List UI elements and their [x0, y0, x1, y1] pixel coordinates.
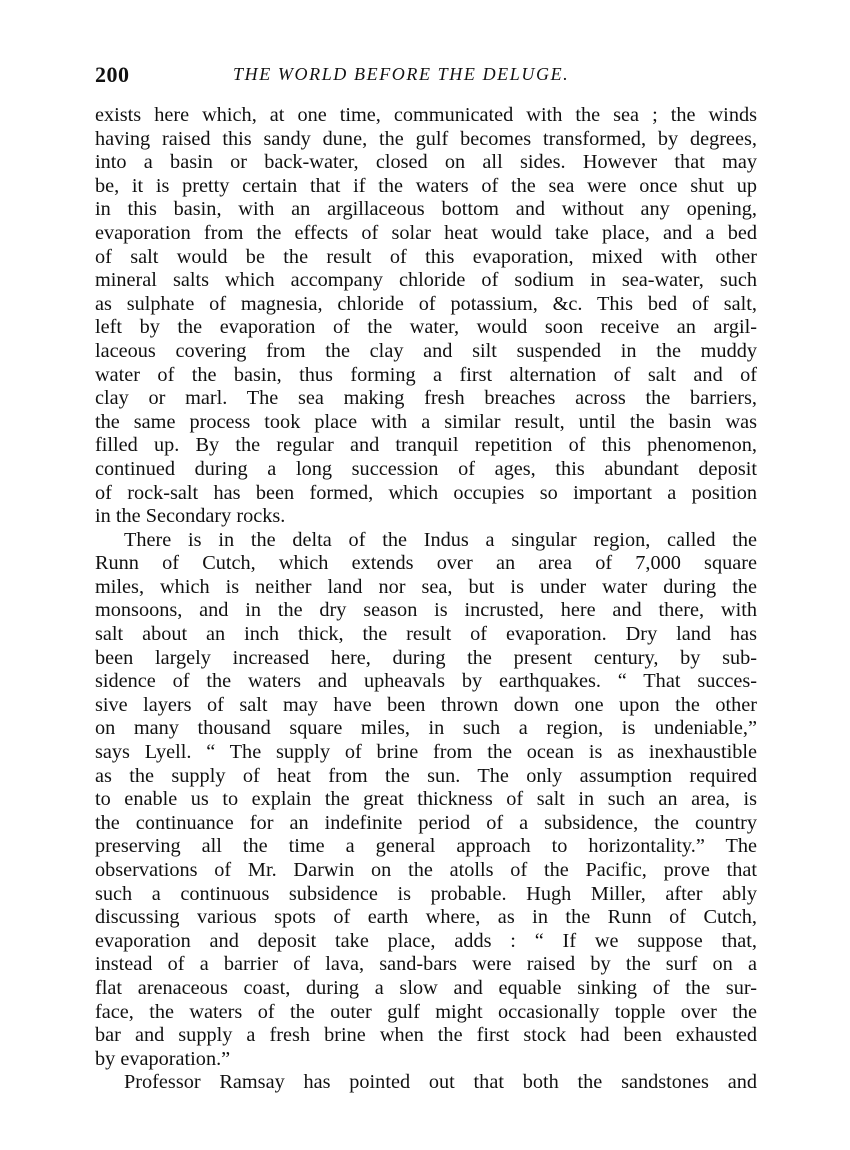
- running-title: THE WORLD BEFORE THE DELUGE.: [233, 64, 570, 84]
- text-line: clay or marl. The sea making fresh breaches across the barriers,: [95, 387, 757, 410]
- text-line: instead of a barrier of lava, sand-bars were raised by the surf on a: [95, 953, 757, 976]
- text-line: says Lyell. “ The supply of brine from the ocean is as inexhaustible: [95, 741, 757, 764]
- text-line: monsoons, and in the dry season is incrusted, here and there, with: [95, 599, 757, 622]
- text-line: in the Secondary rocks.: [95, 505, 286, 528]
- text-line: be, it is pretty certain that if the waters of the sea were once shut up: [95, 174, 757, 197]
- text-line: filled up. By the regular and tranquil repetition of this phenomenon,: [95, 434, 757, 457]
- text-line: salt about an inch thick, the result of evaporation. Dry land has: [95, 623, 757, 646]
- text-line: evaporation from the effects of solar heat would take place, and a bed: [95, 221, 757, 244]
- text-line: continued during a long succession of ages, this abundant deposit: [95, 457, 757, 480]
- text-line: sive layers of salt may have been thrown down one upon the other: [95, 693, 757, 716]
- text-line: discussing various spots of earth where, as in the Runn of Cutch,: [95, 906, 757, 929]
- body-text: [95, 104, 757, 1095]
- text-line: miles, which is neither land nor sea, but is under water during the: [95, 575, 757, 598]
- text-line: Professor Ramsay has pointed out that both the sandstones and: [124, 1071, 757, 1094]
- text-line: preserving all the time a general approach to horizontality.” The: [95, 835, 757, 858]
- text-line: as the supply of heat from the sun. The only assumption required: [95, 764, 757, 787]
- text-line: as sulphate of magnesia, chloride of potassium, &c. This bed of salt,: [95, 292, 757, 315]
- text-line: There is in the delta of the Indus a singular region, called the: [124, 528, 757, 551]
- text-line: laceous covering from the clay and silt suspended in the muddy: [95, 339, 757, 362]
- text-line: water of the basin, thus forming a first alternation of salt and of: [95, 363, 757, 386]
- text-line: mineral salts which accompany chloride of sodium in sea-water, such: [95, 269, 757, 292]
- text-line: bar and supply a fresh brine when the first stock had been exhausted: [95, 1024, 757, 1047]
- text-line: of rock-salt has been formed, which occupies so important a position: [95, 481, 757, 504]
- text-line: the same process took place with a similar result, until the basin was: [95, 410, 757, 433]
- text-line: evaporation and deposit take place, adds : “ If we suppose that,: [95, 929, 757, 952]
- text-line: flat arenaceous coast, during a slow and equable sinking of the sur-: [95, 976, 757, 999]
- text-line: of salt would be the result of this evaporation, mixed with other: [95, 245, 757, 268]
- text-line: to enable us to explain the great thickness of salt in such an area, is: [95, 788, 757, 811]
- text-line: exists here which, at one time, communicated with the sea ; the winds: [95, 104, 757, 126]
- text-line: by evaporation.”: [95, 1047, 231, 1070]
- text-line: face, the waters of the outer gulf might occasionally topple over the: [95, 1000, 757, 1023]
- text-line: into a basin or back-water, closed on all sides. However that may: [95, 151, 757, 174]
- text-line: in this basin, with an argillaceous bottom and without any opening,: [95, 198, 757, 221]
- text-line: such a continuous subsidence is probable. Hugh Miller, after ably: [95, 882, 757, 905]
- text-line: observations of Mr. Darwin on the atolls of the Pacific, prove that: [95, 859, 757, 881]
- text-line: the continuance for an indefinite period of a subsidence, the country: [95, 811, 757, 834]
- text-line: Runn of Cutch, which extends over an area of 7,000 square: [95, 552, 757, 575]
- text-line: sidence of the waters and upheavals by earthquakes. “ That succes-: [95, 670, 757, 693]
- text-line: having raised this sandy dune, the gulf becomes transformed, by degrees,: [95, 127, 757, 150]
- text-line: been largely increased here, during the present century, by sub-: [95, 646, 757, 669]
- text-line: left by the evaporation of the water, would soon receive an argil-: [95, 316, 757, 339]
- page-number: 200: [95, 62, 130, 87]
- page-header: [95, 62, 757, 88]
- text-line: on many thousand square miles, in such a region, is undeniable,”: [95, 717, 757, 740]
